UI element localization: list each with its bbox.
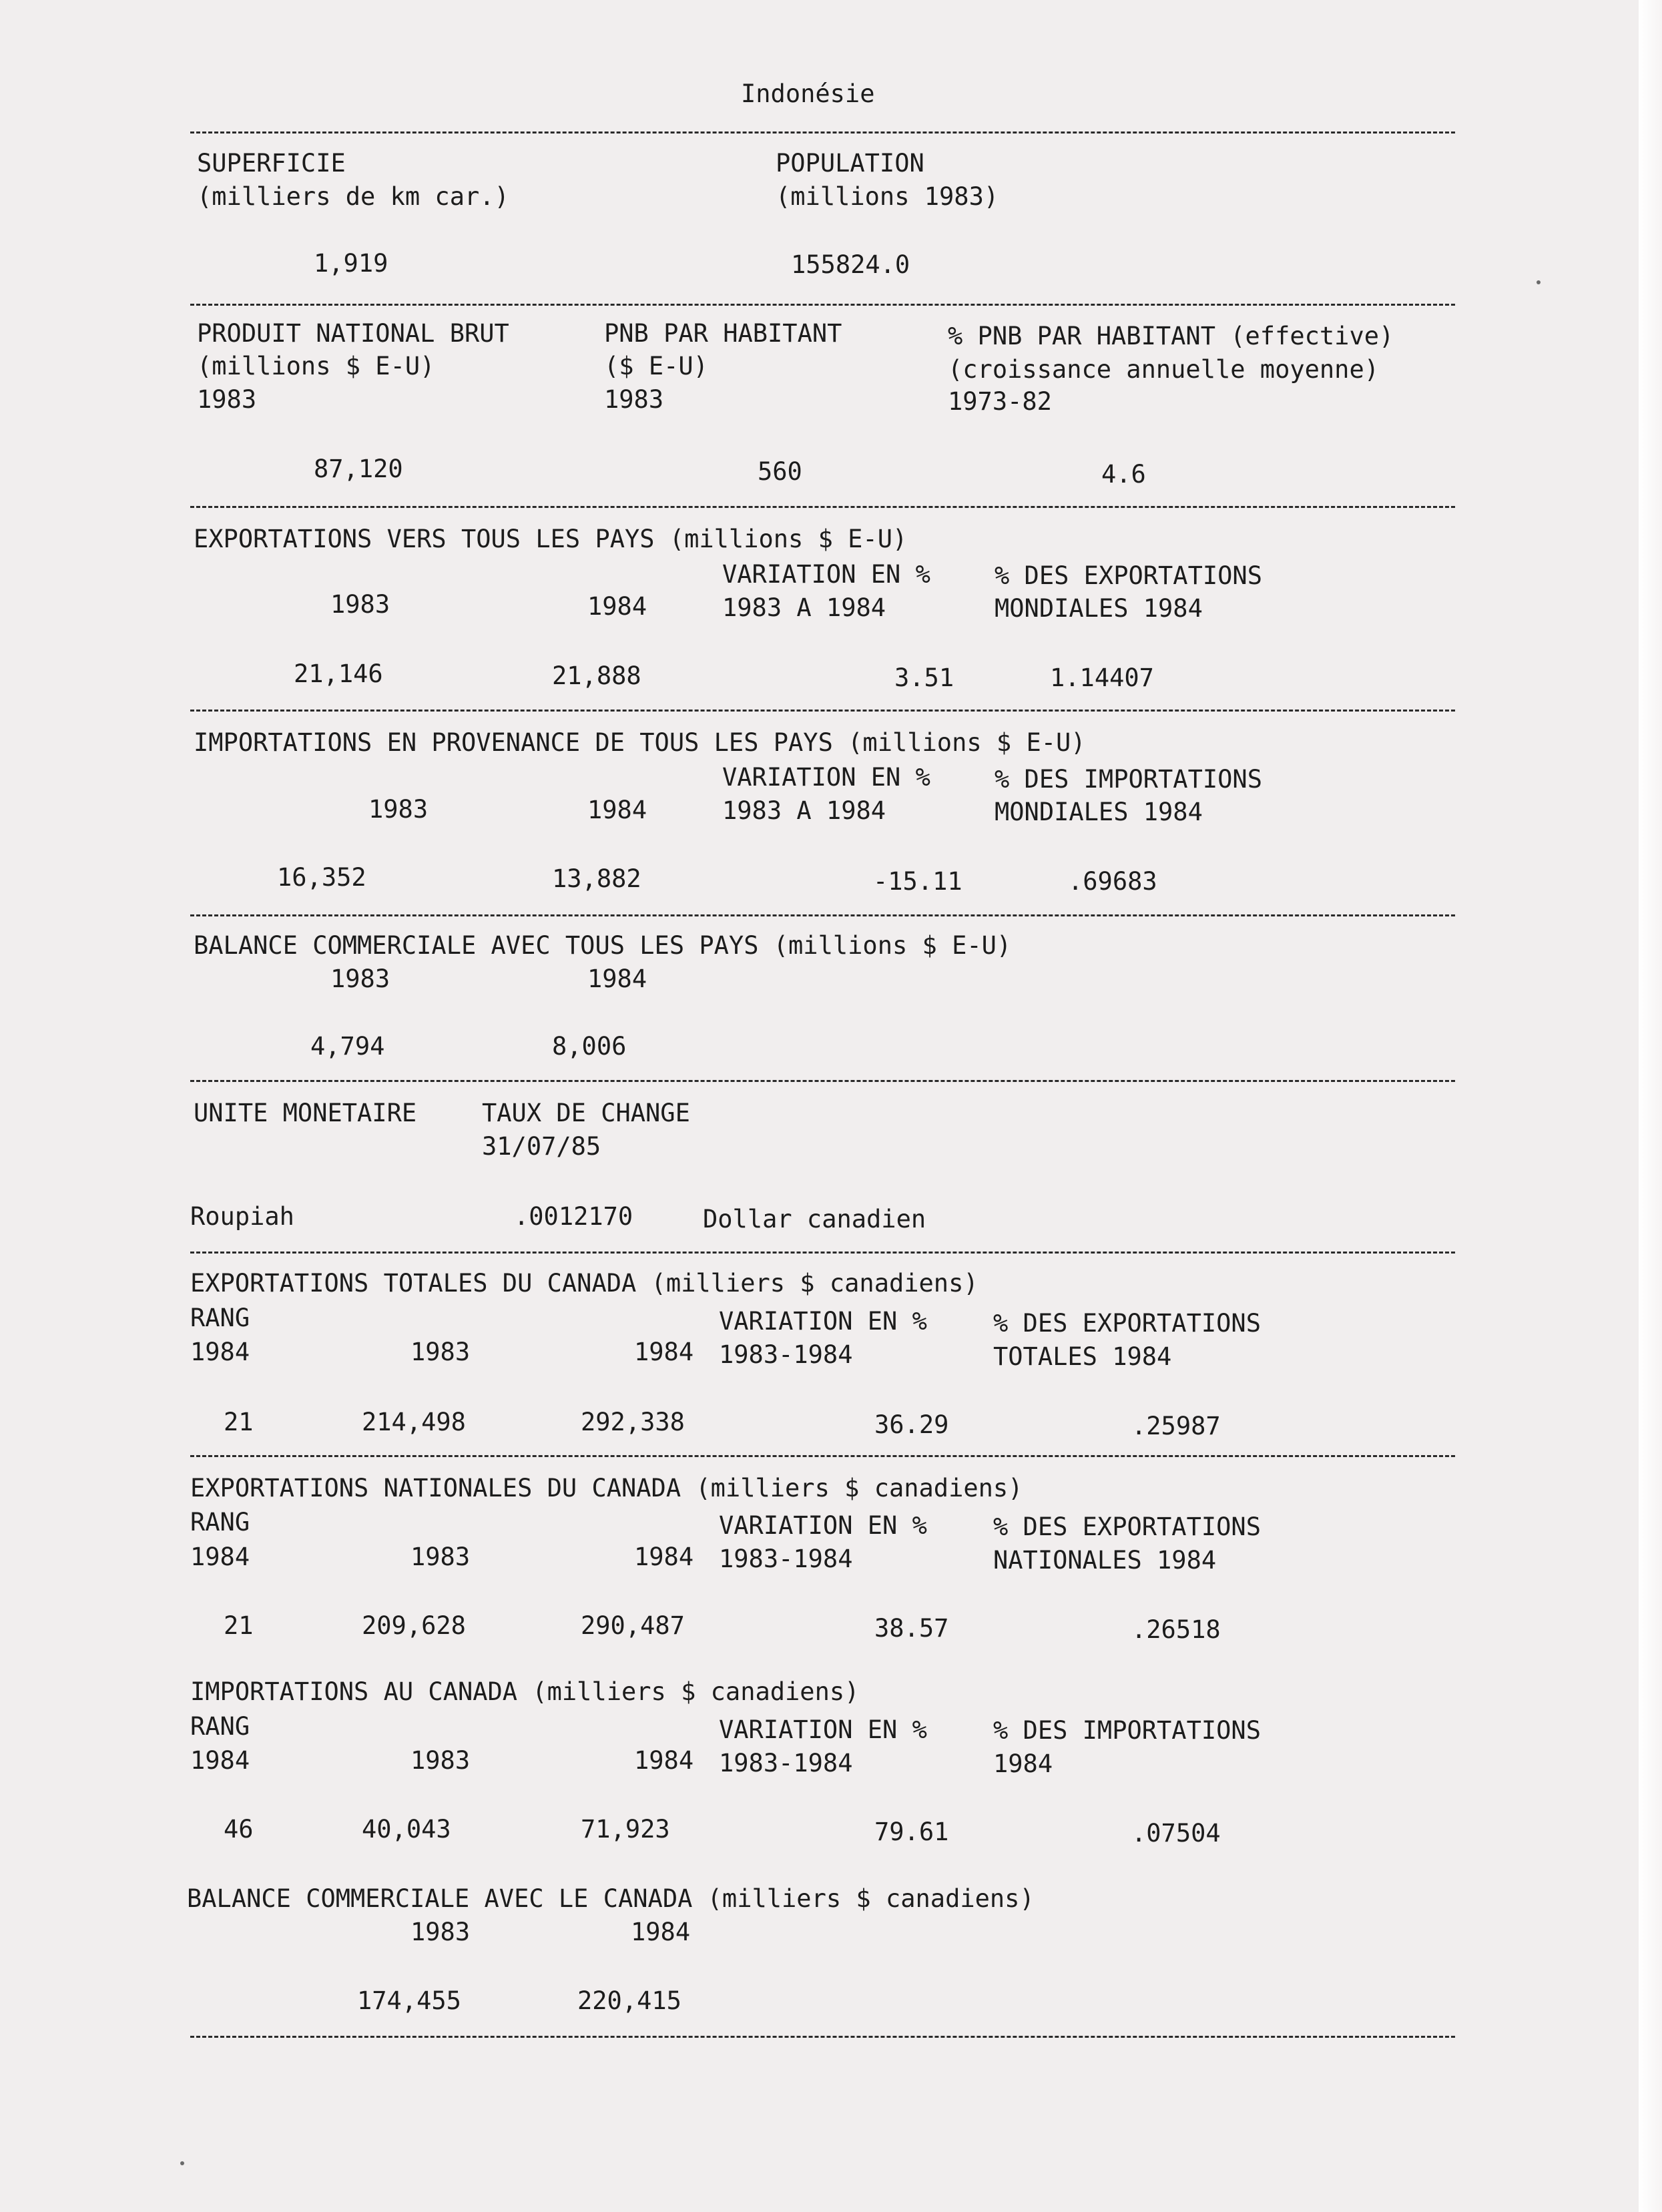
pnb-habitant-year: 1983	[604, 385, 664, 414]
value-1984: 13,882	[552, 864, 641, 893]
rank-year: 1984	[190, 1338, 250, 1366]
year-1983-header: 1983	[410, 1746, 471, 1775]
section-title: IMPORTATIONS AU CANADA (milliers $ canadiens)	[190, 1677, 860, 1706]
separator	[190, 1080, 1455, 1082]
scan-speck	[180, 2161, 184, 2165]
value-1984: 220,415	[577, 1986, 681, 2015]
currency-unit: Roupiah	[190, 1202, 294, 1231]
variation-value: -15.11	[873, 867, 962, 896]
value-1983: 40,043	[362, 1815, 451, 1844]
variation-header: VARIATION EN %	[719, 1511, 927, 1540]
year-1984-header: 1984	[634, 1543, 694, 1571]
pnb-growth-value: 4.6	[1101, 460, 1146, 489]
value-1984: 292,338	[581, 1408, 685, 1436]
variation-value: 38.57	[874, 1614, 949, 1643]
variation-header: VARIATION EN %	[722, 560, 930, 589]
year-1984-header: 1984	[587, 592, 647, 621]
separator	[190, 506, 1455, 508]
section-title: EXPORTATIONS TOTALES DU CANADA (milliers $ canadiens)	[190, 1269, 979, 1298]
pnb-habitant-value: 560	[758, 457, 802, 486]
pnb-habitant-header: PNB PAR HABITANT	[604, 319, 842, 348]
year-1984-header: 1984	[587, 796, 647, 824]
percent-value: .07504	[1131, 1819, 1221, 1848]
variation-years: 1983 A 1984	[722, 796, 886, 825]
rank-header: RANG	[190, 1712, 250, 1741]
value-1984: 21,888	[552, 661, 641, 690]
percent-header: % DES IMPORTATIONS	[993, 1716, 1261, 1745]
percent-subheader: MONDIALES 1984	[995, 594, 1203, 623]
separator	[190, 131, 1455, 133]
separator	[190, 2036, 1455, 2038]
separator	[190, 710, 1455, 712]
rank-header: RANG	[190, 1304, 250, 1332]
percent-header: % DES IMPORTATIONS	[995, 765, 1262, 794]
exchange-rate-date: 31/07/85	[482, 1132, 601, 1161]
variation-years: 1983-1984	[719, 1749, 853, 1777]
rank-value: 21	[224, 1611, 254, 1640]
variation-value: 79.61	[874, 1818, 949, 1846]
section-title: EXPORTATIONS VERS TOUS LES PAYS (millions $ E-U)	[194, 525, 908, 553]
exchange-rate-value: .0012170	[514, 1202, 633, 1231]
percent-subheader: NATIONALES 1984	[993, 1546, 1217, 1575]
superficie-value: 1,919	[314, 249, 388, 278]
value-1984: 71,923	[581, 1815, 670, 1844]
year-1984-header: 1984	[634, 1746, 694, 1775]
section-title: BALANCE COMMERCIALE AVEC LE CANADA (milliers $ canadiens)	[187, 1884, 1035, 1913]
percent-header: % DES EXPORTATIONS	[993, 1512, 1261, 1541]
pnb-unit: (millions $ E-U)	[197, 352, 435, 380]
rank-value: 46	[224, 1815, 254, 1844]
percent-header: % DES EXPORTATIONS	[993, 1309, 1261, 1338]
pnb-growth-header: % PNB PAR HABITANT (effective)	[948, 322, 1394, 350]
currency-header: UNITE MONETAIRE	[194, 1099, 417, 1127]
separator	[190, 914, 1455, 916]
exchange-rate-header: TAUX DE CHANGE	[482, 1099, 690, 1127]
value-1984: 290,487	[581, 1611, 685, 1640]
percent-header: % DES EXPORTATIONS	[995, 561, 1262, 590]
population-label: POPULATION	[776, 149, 924, 178]
variation-header: VARIATION EN %	[719, 1307, 927, 1336]
variation-header: VARIATION EN %	[719, 1715, 927, 1744]
rank-value: 21	[224, 1408, 254, 1436]
exchange-rate-currency: Dollar canadien	[703, 1205, 926, 1233]
pnb-year: 1983	[197, 385, 257, 414]
population-unit: (millions 1983)	[776, 182, 999, 211]
pnb-header: PRODUIT NATIONAL BRUT	[197, 319, 509, 348]
pnb-growth-unit: (croissance annuelle moyenne)	[948, 355, 1380, 384]
rank-year: 1984	[190, 1543, 250, 1571]
value-1983: 21,146	[294, 659, 383, 688]
year-1983-header: 1983	[410, 1338, 471, 1366]
superficie-unit: (milliers de km car.)	[197, 182, 509, 211]
scan-speck	[1537, 280, 1541, 284]
year-1984-header: 1984	[631, 1918, 691, 1946]
superficie-label: SUPERFICIE	[197, 149, 346, 178]
section-title: IMPORTATIONS EN PROVENANCE DE TOUS LES PAYS (millions $ E-U)	[194, 728, 1086, 757]
value-1983: 209,628	[362, 1611, 466, 1640]
year-1983-header: 1983	[410, 1543, 471, 1571]
percent-subheader: MONDIALES 1984	[995, 798, 1203, 826]
separator	[190, 304, 1455, 306]
page-title: Indonésie	[741, 79, 875, 108]
variation-years: 1983-1984	[719, 1340, 853, 1369]
value-1984: 8,006	[552, 1032, 627, 1061]
year-1983-header: 1983	[368, 795, 429, 824]
variation-header: VARIATION EN %	[722, 763, 930, 792]
value-1983: 16,352	[277, 863, 366, 892]
section-title: BALANCE COMMERCIALE AVEC TOUS LES PAYS (millions $ E-U)	[194, 931, 1012, 960]
variation-years: 1983 A 1984	[722, 593, 886, 622]
pnb-value: 87,120	[314, 455, 403, 483]
section-title: EXPORTATIONS NATIONALES DU CANADA (milliers $ canadiens)	[190, 1474, 1023, 1502]
population-value: 155824.0	[791, 250, 910, 279]
variation-value: 3.51	[894, 663, 954, 692]
separator	[190, 1252, 1455, 1254]
percent-value: .26518	[1131, 1615, 1221, 1644]
pnb-growth-years: 1973-82	[948, 387, 1052, 416]
percent-value: 1.14407	[1050, 663, 1154, 692]
value-1983: 4,794	[310, 1032, 385, 1061]
percent-value: .25987	[1131, 1412, 1221, 1440]
percent-value: .69683	[1068, 867, 1157, 896]
rank-header: RANG	[190, 1508, 250, 1537]
percent-subheader: TOTALES 1984	[993, 1342, 1172, 1371]
pnb-habitant-unit: ($ E-U)	[604, 352, 708, 380]
separator	[190, 1455, 1455, 1457]
page-edge	[1639, 0, 1662, 2212]
value-1983: 174,455	[357, 1986, 461, 2015]
value-1983: 214,498	[362, 1408, 466, 1436]
year-1984-header: 1984	[634, 1338, 694, 1366]
percent-subheader: 1984	[993, 1749, 1053, 1778]
rank-year: 1984	[190, 1746, 250, 1775]
year-1984-header: 1984	[587, 964, 647, 993]
year-1983-header: 1983	[330, 964, 390, 993]
year-1983-header: 1983	[410, 1918, 471, 1946]
variation-years: 1983-1984	[719, 1545, 853, 1573]
variation-value: 36.29	[874, 1410, 949, 1439]
year-1983-header: 1983	[330, 590, 390, 619]
